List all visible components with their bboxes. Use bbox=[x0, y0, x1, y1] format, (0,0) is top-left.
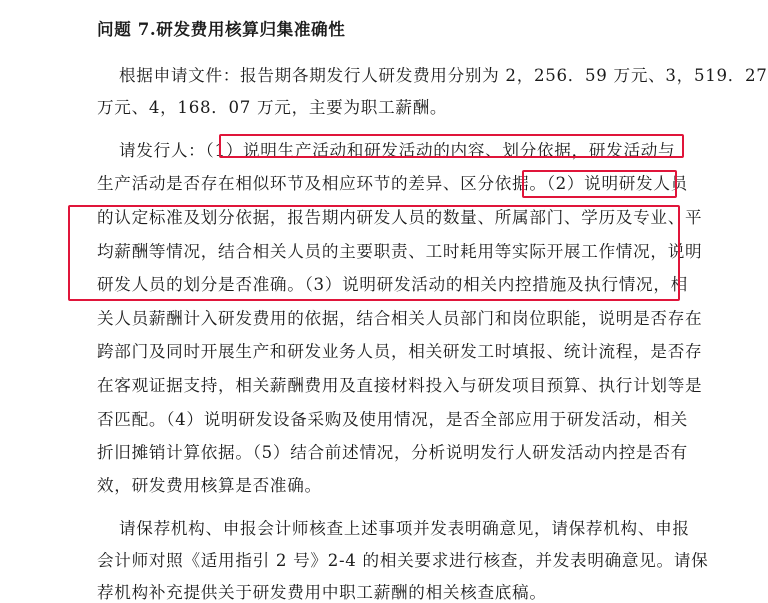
text-line: 的认定标准及划分依据，报告期内研发人员的数量、所属部门、学历及专业、平 bbox=[97, 208, 703, 227]
question-title: 问题 7.研发费用核算归集准确性 bbox=[97, 19, 346, 39]
text-line: 会计师对照《适用指引 2 号》2-4 的相关要求进行核查，并发表明确意见。请保 bbox=[97, 551, 709, 570]
text-line: 跨部门及同时开展生产和研发业务人员，相关研发工时填报、统计流程，是否存 bbox=[97, 342, 703, 361]
text-line: 荐机构补充提供关于研发费用中职工薪酬的相关核查底稿。 bbox=[97, 583, 547, 602]
text-line: 请发行人：（1）说明生产活动和研发活动的内容、划分依据，研发活动与 bbox=[119, 141, 676, 160]
text-line: 在客观证据支持，相关薪酬费用及直接材料投入与研发项目预算、执行计划等是 bbox=[97, 376, 703, 395]
text-line: 折旧摊销计算依据。（5）结合前述情况，分析说明发行人研发活动内控是否有 bbox=[97, 443, 688, 462]
text-line: 关人员薪酬计入研发费用的依据，结合相关人员部门和岗位职能，说明是否存在 bbox=[97, 309, 703, 328]
text-line: 否匹配。（4）说明研发设备采购及使用情况，是否全部应用于研发活动，相关 bbox=[97, 410, 688, 429]
text-line: 根据申请文件：报告期各期发行人研发费用分别为 2，256．59 万元、3，519．27 bbox=[119, 66, 768, 85]
text-line: 效，研发费用核算是否准确。 bbox=[97, 476, 322, 495]
text-line: 均薪酬等情况，结合相关人员的主要职责、工时耗用等实际开展工作情况，说明 bbox=[97, 242, 703, 261]
text-line: 请保荐机构、申报会计师核查上述事项并发表明确意见，请保荐机构、申报 bbox=[119, 519, 690, 538]
text-line: 研发人员的划分是否准确。（3）说明研发活动的相关内控措施及执行情况，相 bbox=[97, 275, 688, 294]
text-line: 万元、4，168．07 万元，主要为职工薪酬。 bbox=[97, 98, 448, 117]
text-line: 生产活动是否存在相似环节及相应环节的差异、区分依据。（2）说明研发人员 bbox=[97, 174, 688, 193]
